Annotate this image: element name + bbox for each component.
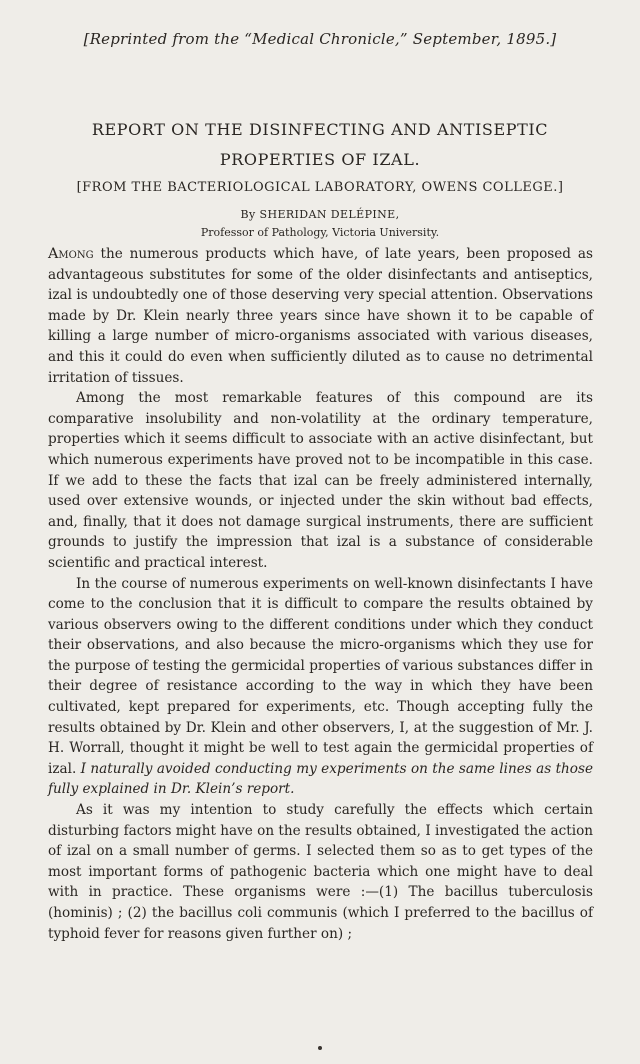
article-title-line-1: REPORT ON THE DISINFECTING AND ANTISEPTIC [91,120,549,139]
reprint-note: [Reprinted from the “Medical Chronicle,” September, 1895.] [83,30,557,48]
paragraph-1: Among the numerous products which have, of late years, been proposed as advantageous substitutes for some of the older disinfectants and antiseptics, izal is undoubtedly one of those deserving very special attention. Observations made by Dr. Klein nearly three years since have shown it to be capable of killing a large number of micro-organisms associated with various diseases, and this it could do even when sufficiently diluted as to cause no detrimental irritation of tissues. [48,246,593,386]
article-source: [FROM THE BACTERIOLOGICAL LABORATORY, OWENS COLLEGE.] [76,180,564,195]
paragraph-1-lead: Among [48,246,94,262]
paragraph-3: In the course of numerous experiments on well-known disinfectants I have come to the conclusion that it is difficult to compare the results obtained by various observers owing to the different conditions under which they conduct their observations, and also because the micro-organisms which they use for the purpose of testing the germicidal properties of various substances differ in their degree of resistance according to the way in which they have been cultivated, kept prepared for experiments, etc. Though accepting fully the results obtained by Dr. Klein and other observers, I, at the suggestion of Mr. J. H. Worrall, thought it might be well to test again the germicidal properties of izal. I naturally avoided conducting my experiments on the same lines as those fully explained in Dr. Klein’s report. [48,575,593,798]
paragraph-3-italic: I naturally avoided conducting my experiments on the same lines as those fully explained in Dr. Klein’s report. [48,760,593,798]
paragraph-2: Among the most remarkable features of this compound are its comparative insolubility and non-volatility at the ordinary temperature, properties which it seems difficult to associate with an active disinfectant, but which numerous experiments have proved not to be incompatible in this case. If we add to these the facts that izal can be freely administered internally, used over extensive wounds, or injected under the skin without bad effects, and, finally, that it does not damage surgical instruments, there are sufficient grounds to justify the impression that izal is a substance of considerable scientific and practical interest. [48,390,593,571]
page-mark [318,1046,322,1050]
author-affiliation: Professor of Pathology, Victoria University. [200,226,440,239]
article-body [48,244,593,944]
article-title-line-2: PROPERTIES OF IZAL. [219,150,421,169]
author-byline: By SHERIDAN DELÉPINE, [240,208,400,221]
paragraph-4: As it was my intention to study carefully the effects which certain disturbing factors might have on the results obtained, I investigated the action of izal on a small number of germs. I selected them so as to get types of the most important forms of pathogenic bacteria which one might have to deal with in practice. These organisms were :—(1) The bacillus tuberculosis (hominis) ; (2) the bacillus coli communis (which I preferred to the bacillus of typhoid fever for reasons given further on) ; [48,802,594,942]
